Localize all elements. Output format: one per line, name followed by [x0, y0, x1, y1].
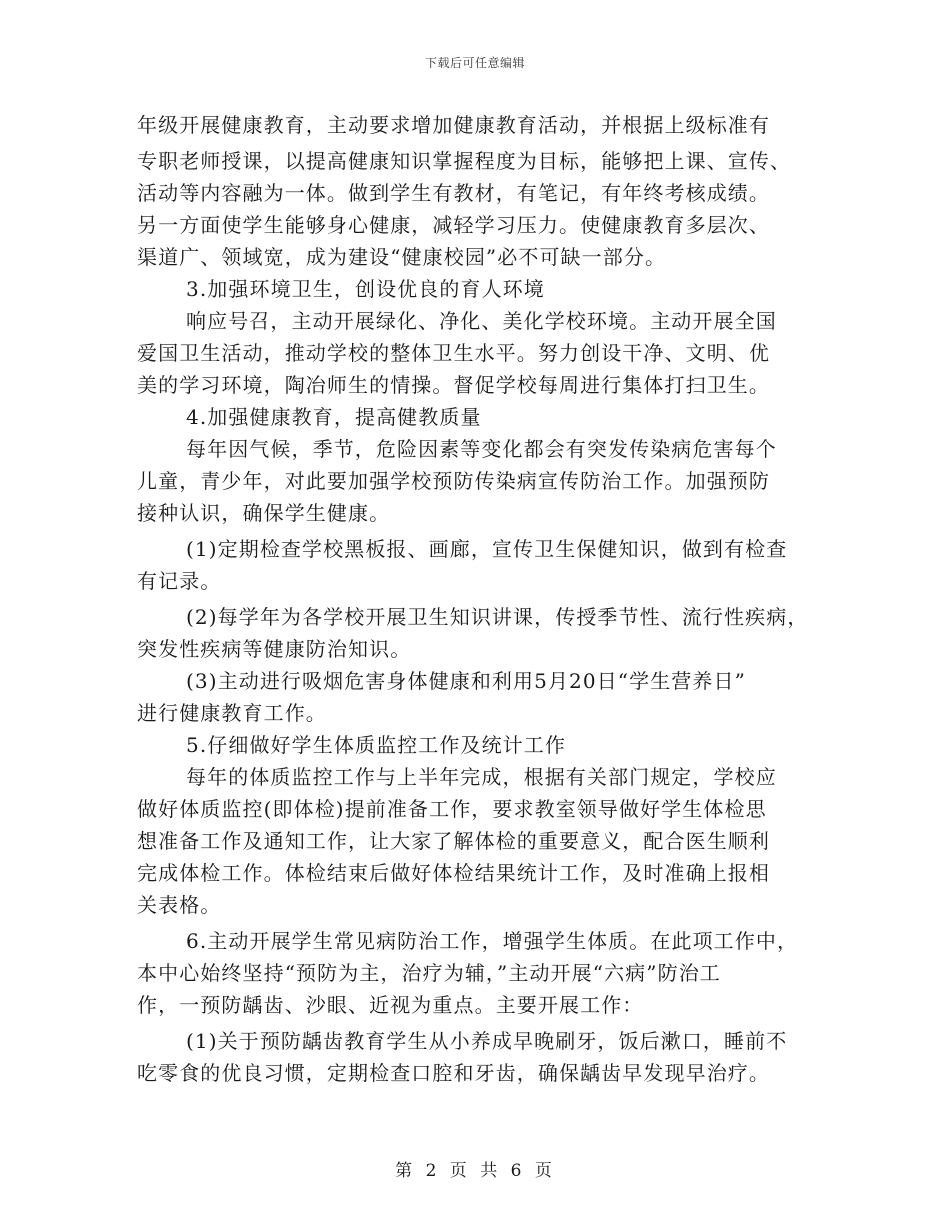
text-line: 美的学习环境，陶冶师生的情操。督促学校每周进行集体打扫卫生。	[137, 373, 770, 397]
text-line: 吃零食的优良习惯，定期检查口腔和牙齿，确保龋齿早发现早治疗。	[137, 1061, 770, 1085]
text-line: 年级开展健康教育，主动要求增加健康教育活动，并根据上级标准有	[137, 113, 770, 137]
text-line: 作，一预防龋齿、沙眼、近视为重点。主要开展工作：	[137, 993, 644, 1017]
text-line: 本中心始终坚持“预防为主，治疗为辅，”主动开展“六病”防治工	[137, 961, 721, 985]
page-header: 下载后可任意编辑	[424, 56, 525, 70]
section-heading: 4.加强健康教育，提高健教质量	[186, 405, 482, 429]
text-line: 做好体质监控(即体检)提前准备工作，要求教室领导做好学生体检思	[137, 797, 767, 821]
list-item: (3)主动进行吸烟危害身体健康和利用5月20日“学生营养日”	[186, 669, 746, 693]
text-line: 每年的体质监控工作与上半年完成，根据有关部门规定，学校应	[186, 765, 777, 789]
text-line: 响应号召，主动开展绿化、净化、美化学校环境。主动开展全国	[186, 309, 777, 333]
text-line: 活动等内容融为一体。做到学生有教材，有笔记，有年终考核成绩。	[137, 181, 770, 205]
text-line: 另一方面使学生能够身心健康，减轻学习压力。使健康教育多层次、	[137, 213, 770, 237]
text-line: 专职老师授课，以提高健康知识掌握程度为目标，能够把上课、宣传、	[137, 149, 792, 173]
text-line: 渠道广、领域宽，成为建设“健康校园”必不可缺一部分。	[137, 245, 667, 269]
text-line: 关表格。	[137, 893, 222, 917]
section-heading: 3.加强环境卫生，创设优良的育人环境	[186, 277, 545, 301]
text-line: 突发性疾病等健康防治知识。	[137, 637, 412, 661]
text-line: 想准备工作及通知工作，让大家了解体检的重要意义，配合医生顺利	[137, 829, 770, 853]
text-line: 进行健康教育工作。	[137, 701, 327, 725]
list-item: (2)每学年为各学校开展卫生知识讲课，传授季节性、流行性疾病，	[186, 605, 809, 629]
list-item: (1)定期检查学校黑板报、画廊，宣传卫生保健知识，做到有检查	[186, 537, 788, 561]
section-heading: 6.主动开展学生常见病防治工作，增强学生体质。在此项工作中，	[186, 929, 799, 953]
text-line: 儿童，青少年，对此要加强学校预防传染病宣传防治工作。加强预防	[137, 469, 770, 493]
list-item: (1)关于预防龋齿教育学生从小养成早晚刷牙，饭后漱口，睡前不	[186, 1029, 788, 1053]
text-line: 完成体检工作。体检结束后做好体检结果统计工作，及时准确上报相	[137, 861, 770, 885]
text-line: 每年因气候，季节，危险因素等变化都会有突发传染病危害每个	[186, 437, 777, 461]
text-line: 接种认识，确保学生健康。	[137, 501, 391, 525]
page-footer: 第 2 页 共 6 页	[395, 1161, 555, 1181]
text-line: 爱国卫生活动，推动学校的整体卫生水平。努力创设干净、文明、优	[137, 341, 770, 365]
section-heading: 5.仔细做好学生体质监控工作及统计工作	[186, 733, 566, 757]
text-line: 有记录。	[137, 569, 222, 593]
